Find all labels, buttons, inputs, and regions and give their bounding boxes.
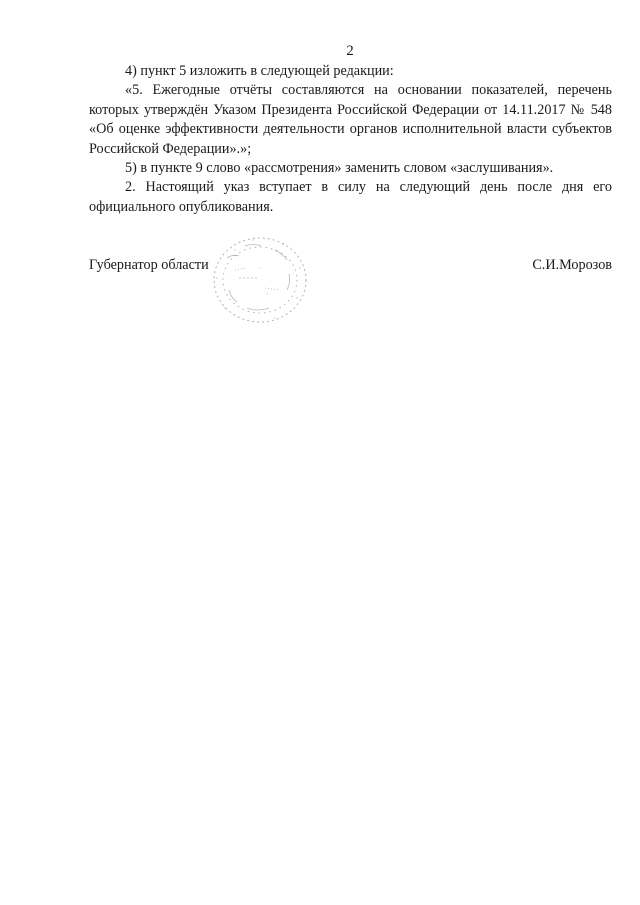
signature-block bbox=[89, 255, 612, 277]
signatory-name: С.И.Морозов bbox=[532, 257, 612, 273]
paragraph-quoted-clause-5: «5. Ежегодные отчёты составляются на основании показателей, перечень которых утверждён Указом Президента Российской Федерации от 14.11.2017 № 548 «Об оценке эффективности деятельности органов исполнительной власти субъектов Российской Федерации».»; bbox=[89, 82, 612, 157]
official-seal-stamp bbox=[205, 228, 315, 328]
signatory-position: Губернатор области bbox=[89, 257, 209, 273]
paragraph-item-4: 4) пункт 5 изложить в следующей редакции: bbox=[125, 63, 394, 79]
document-body bbox=[89, 62, 612, 217]
paragraph-item-5: 5) в пункте 9 слово «рассмотрения» заменить словом «заслушивания». bbox=[125, 160, 554, 177]
paragraph-effective-date: 2. Настоящий указ вступает в силу на следующий день после дня его официального опубликования. bbox=[89, 179, 612, 215]
page-number: 2 bbox=[346, 43, 354, 59]
